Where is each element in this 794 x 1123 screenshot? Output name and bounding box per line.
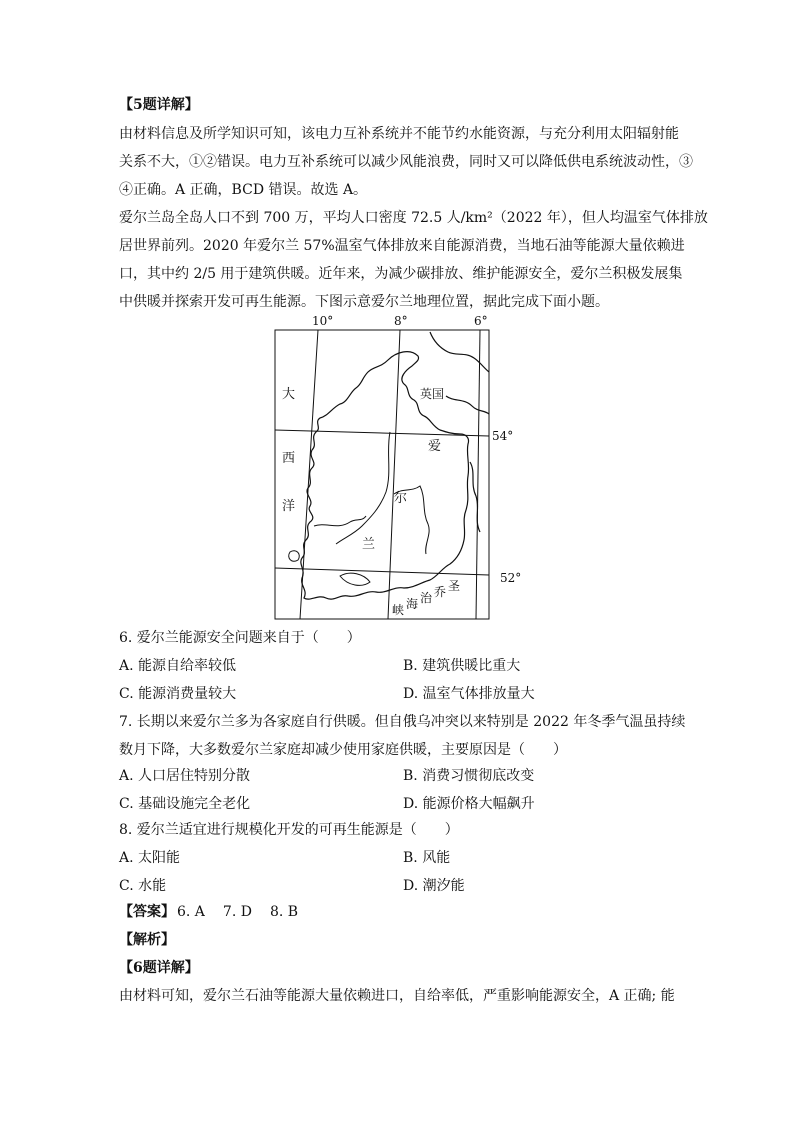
- section5-line-1: 由材料信息及所学知识可知，该电力互补系统并不能节约水能资源，与充分利用太阳辐射能: [119, 126, 679, 142]
- strait-char-2: 乔: [434, 585, 447, 599]
- section5-line-2: 关系不大，①②错误。电力互补系统可以减少风能浪费，同时又可以降低供电系统波动性，③: [119, 154, 693, 170]
- answer-item-6: 6. A: [177, 904, 205, 920]
- question-7-stem-line-1: 7. 长期以来爱尔兰多为各家庭自行供暖。但自俄乌冲突以来特别是 2022 年冬季气温虽持续: [119, 714, 686, 730]
- intro-line-1: 爱尔兰岛全岛人口不到 700 万，平均人口密度 72.5 人/km²（2022 年），但人均温室气体排放: [119, 210, 708, 226]
- answer-item-8: 8. B: [269, 904, 299, 920]
- intro-line-2: 居世界前列。2020 年爱尔兰 57%温室气体排放来自能源消费，当地石油等能源大量依赖进: [119, 238, 685, 254]
- ireland-char-1: 爱: [428, 439, 442, 454]
- lon-label-8: 8°: [394, 314, 408, 328]
- question-7-stem-line-2: 数月下降，大多数爱尔兰家庭却减少使用家庭供暖，主要原因是（ ）: [119, 742, 567, 758]
- ireland-map: [270, 312, 530, 622]
- meridian-6: [476, 330, 480, 619]
- island-2: [340, 573, 370, 585]
- question-7-option-b: B. 消费习惯彻底改变: [403, 768, 535, 784]
- strait-char-4: 海: [406, 597, 419, 611]
- ireland-char-3: 兰: [362, 537, 376, 552]
- question-6-option-a: A. 能源自给率较低: [119, 658, 237, 674]
- section5-line-3: ④正确。A 正确，BCD 错误。故选 A。: [119, 182, 368, 198]
- question-7-option-a: A. 人口居住特别分散: [119, 768, 251, 784]
- lat-label-54: 54°: [492, 429, 514, 443]
- uk-coast-2: [446, 396, 489, 414]
- strait-char-3: 治: [420, 591, 433, 605]
- question-8-option-c: C. 水能: [119, 878, 167, 894]
- answer-line: [119, 902, 316, 922]
- parallel-54: [275, 430, 489, 436]
- question-6-stem: 6. 爱尔兰能源安全问题来自于（ ）: [119, 630, 361, 646]
- section6-heading: 【6题详解】: [119, 960, 199, 976]
- parallel-52: [275, 568, 489, 575]
- answer-label: 【答案】: [119, 904, 175, 920]
- strait-char-1: 圣: [448, 579, 461, 593]
- island: [289, 551, 300, 562]
- question-8-option-a: A. 太阳能: [119, 850, 181, 866]
- question-8-stem: 8. 爱尔兰适宜进行规模化开发的可再生能源是（ ）: [119, 822, 459, 838]
- answer-item-7: 7. D: [222, 904, 252, 920]
- question-7-option-d: D. 能源价格大幅飙升: [403, 796, 535, 812]
- atlantic-char-1: 大: [282, 387, 296, 402]
- uk-label: 英国: [420, 387, 445, 401]
- intro-line-3: 口，其中约 2/5 用于建筑供暖。近年来，为减少碳排放、维护能源安全，爱尔兰积极发展集: [119, 266, 683, 282]
- ireland-char-2: 尔: [394, 491, 408, 506]
- map-frame: [275, 330, 489, 619]
- meridian-8: [388, 330, 400, 619]
- shannon-river: [336, 432, 390, 544]
- analysis-label: 【解析】: [119, 932, 175, 948]
- question-8-option-b: B. 风能: [403, 850, 451, 866]
- lon-label-6: 6°: [474, 314, 488, 328]
- strait-char-5: 峡: [392, 603, 405, 617]
- section5-heading: 【5题详解】: [119, 97, 199, 113]
- question-6-option-c: C. 能源消费量较大: [119, 686, 237, 702]
- atlantic-char-3: 洋: [282, 499, 296, 514]
- section6-line-1: 由材料可知，爱尔兰石油等能源大量依赖进口，自给率低，严重影响能源安全，A 正确; 能: [119, 988, 675, 1004]
- question-7-option-c: C. 基础设施完全老化: [119, 796, 251, 812]
- intro-line-4: 中供暖并探索开发可再生能源。下图示意爱尔兰地理位置，据此完成下面小题。: [119, 294, 609, 310]
- lon-label-10: 10°: [312, 314, 334, 328]
- lat-label-52: 52°: [500, 571, 522, 585]
- question-6-option-d: D. 温室气体排放量大: [403, 686, 535, 702]
- atlantic-char-2: 西: [282, 451, 296, 466]
- inland-river-west: [314, 516, 366, 526]
- question-8-option-d: D. 潮汐能: [403, 878, 465, 894]
- question-6-option-b: B. 建筑供暖比重大: [403, 658, 521, 674]
